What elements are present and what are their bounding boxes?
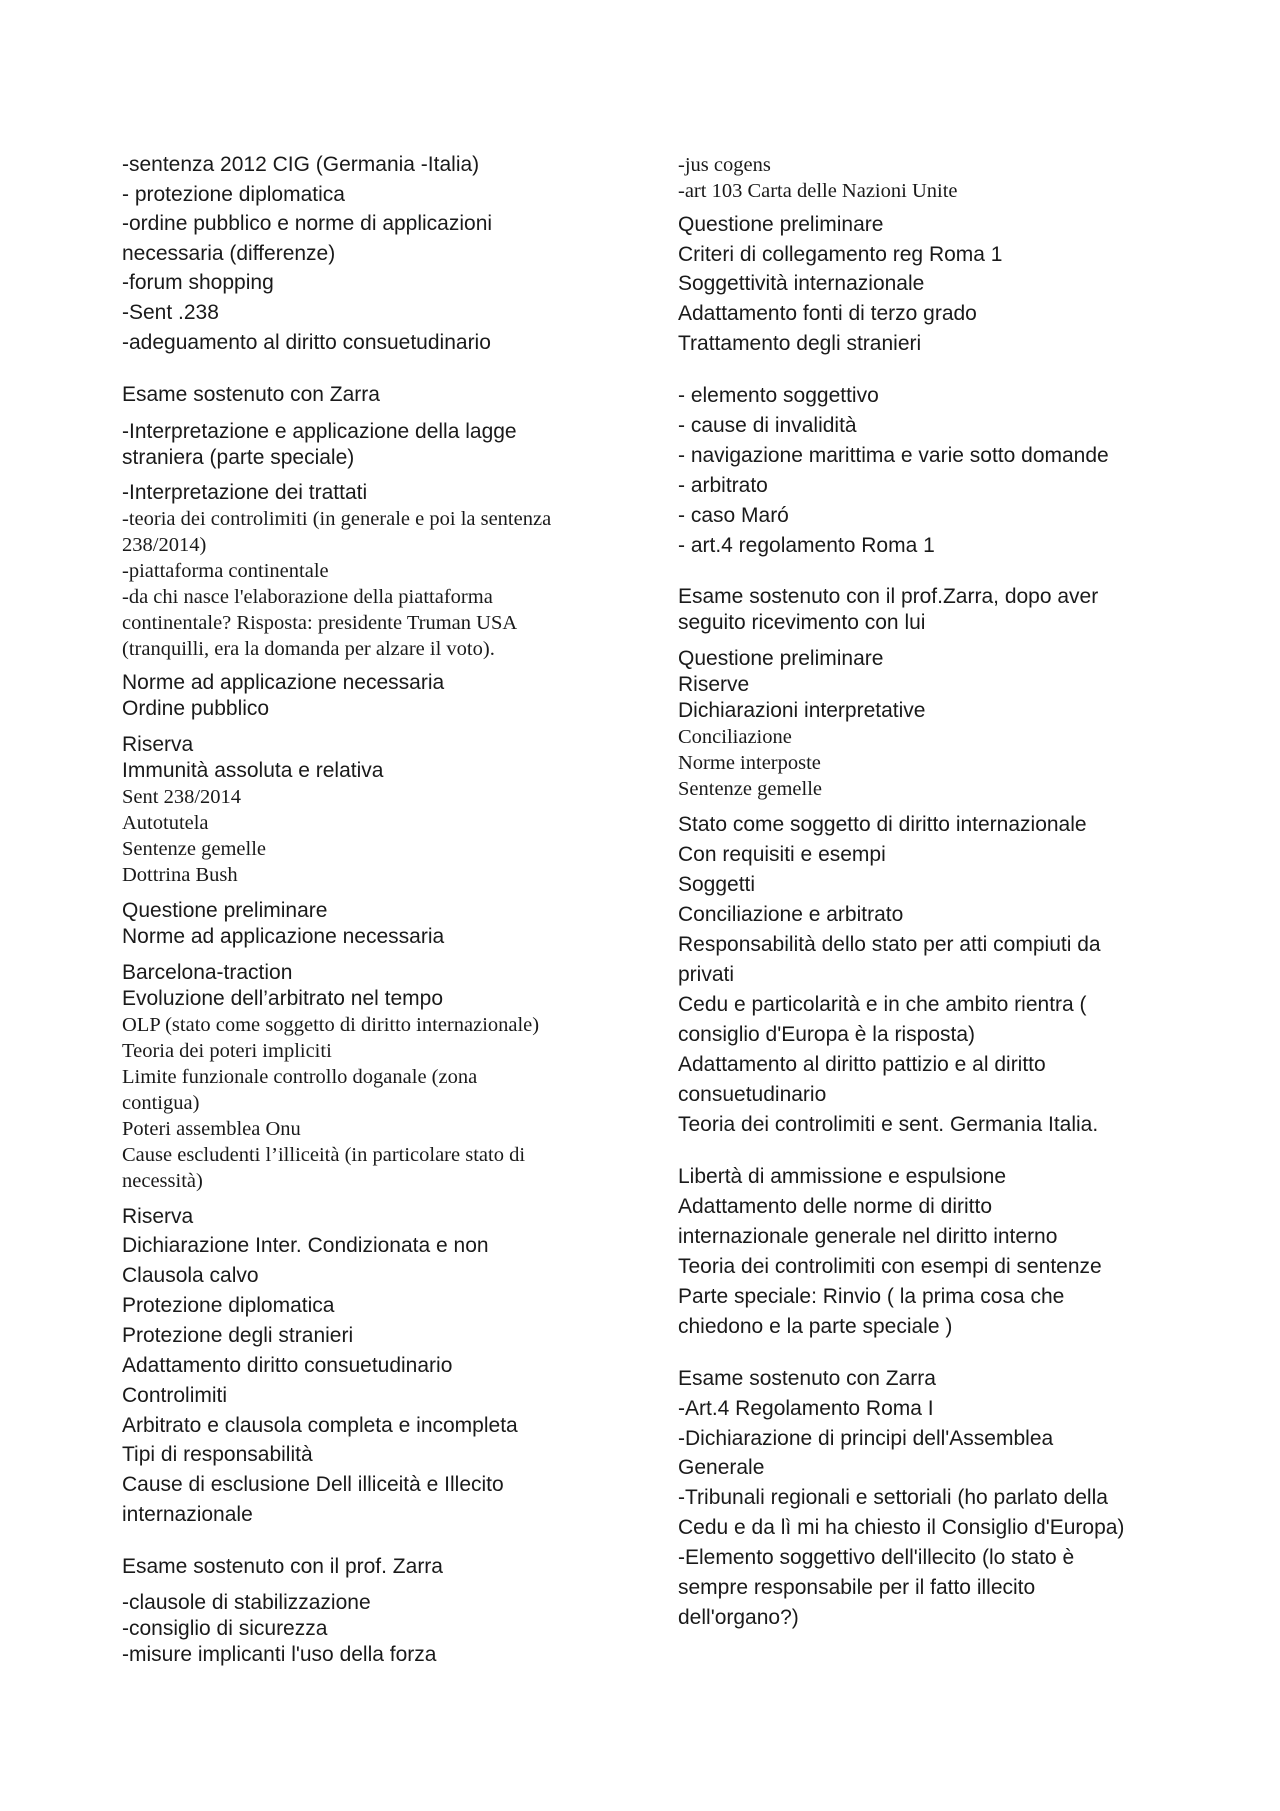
text-line: Parte speciale: Rinvio ( la prima cosa che — [678, 1285, 1065, 1308]
text-line: - cause di invalidità — [678, 414, 857, 437]
text-line: internazionale generale nel diritto interno — [678, 1225, 1058, 1248]
text-line: Adattamento delle norme di diritto — [678, 1195, 993, 1218]
text-line: chiedono e la parte speciale ) — [678, 1315, 953, 1338]
text-line: -consiglio di sicurezza — [122, 1617, 328, 1640]
text-line: consiglio d'Europa è la risposta) — [678, 1023, 976, 1046]
text-line: -forum shopping — [122, 271, 274, 294]
text-line: Conciliazione e arbitrato — [678, 903, 904, 926]
text-line: Tipi di responsabilità — [122, 1443, 313, 1466]
text-line: Teoria dei controlimiti e sent. Germania Italia. — [678, 1113, 1099, 1136]
text-line: -Elemento soggettivo dell'illecito (lo stato è — [678, 1546, 1075, 1569]
text-line: Protezione degli stranieri — [122, 1324, 354, 1347]
text-line: - art.4 regolamento Roma 1 — [678, 534, 935, 557]
text-line: Questione preliminare — [678, 647, 884, 670]
text-line: Controlimiti — [122, 1384, 228, 1407]
text-line: straniera (parte speciale) — [122, 446, 355, 469]
text-line: Sentenze gemelle — [122, 838, 267, 860]
text-line: Libertà di ammissione e espulsione — [678, 1165, 1007, 1188]
text-line: Cedu e da lì mi ha chiesto il Consiglio d'Europa) — [678, 1516, 1125, 1539]
text-line: continentale? Risposta: presidente Truman USA — [122, 612, 518, 634]
text-line: Teoria dei controlimiti con esempi di sentenze — [678, 1255, 1102, 1278]
text-line: Riserve — [678, 673, 750, 696]
text-line: Conciliazione — [678, 726, 792, 748]
text-line: - protezione diplomatica — [122, 183, 345, 206]
text-line: -teoria dei controlimiti (in generale e poi la sentenza — [122, 508, 552, 530]
text-line: Soggetti — [678, 873, 756, 896]
text-line: Clausola calvo — [122, 1264, 259, 1287]
text-line: -ordine pubblico e norme di applicazioni — [122, 212, 493, 235]
text-line: Cedu e particolarità e in che ambito rientra ( — [678, 993, 1087, 1016]
text-line: Barcelona-traction — [122, 961, 293, 984]
text-line: privati — [678, 963, 735, 986]
text-line: Adattamento diritto consuetudinario — [122, 1354, 453, 1377]
text-line: Arbitrato e clausola completa e incompleta — [122, 1414, 518, 1437]
text-line: contigua) — [122, 1092, 200, 1114]
text-line: Dottrina Bush — [122, 864, 238, 886]
text-line: Cause escludenti l’illiceità (in particolare stato di — [122, 1144, 526, 1166]
text-line: Con requisiti e esempi — [678, 843, 886, 866]
text-line: Questione preliminare — [678, 213, 884, 236]
text-line: Esame sostenuto con il prof.Zarra, dopo aver — [678, 585, 1099, 608]
text-line: necessità) — [122, 1170, 203, 1192]
text-line: -Art.4 Regolamento Roma I — [678, 1397, 934, 1420]
text-line: Riserva — [122, 733, 194, 756]
text-line: -Interpretazione dei trattati — [122, 481, 368, 504]
text-line: -misure implicanti l'uso della forza — [122, 1643, 437, 1666]
text-line: 238/2014) — [122, 534, 207, 556]
text-line: Teoria dei poteri impliciti — [122, 1040, 332, 1062]
text-line: (tranquilli, era la domanda per alzare il voto). — [122, 638, 495, 660]
text-line: Riserva — [122, 1205, 194, 1228]
text-line: Responsabilità dello stato per atti compiuti da — [678, 933, 1101, 956]
text-line: Esame sostenuto con il prof. Zarra — [122, 1555, 443, 1578]
text-line: Questione preliminare — [122, 899, 328, 922]
text-line: Dichiarazioni interpretative — [678, 699, 926, 722]
text-line: internazionale — [122, 1503, 253, 1526]
text-line: -Interpretazione e applicazione della lagge — [122, 420, 517, 443]
text-line: Norme interposte — [678, 752, 821, 774]
text-line: Esame sostenuto con Zarra — [678, 1367, 936, 1390]
text-line: Norme ad applicazione necessaria — [122, 671, 445, 694]
text-line: necessaria (differenze) — [122, 242, 336, 265]
text-line: -adeguamento al diritto consuetudinario — [122, 331, 491, 354]
text-line: -piattaforma continentale — [122, 560, 329, 582]
text-line: Stato come soggetto di diritto internazionale — [678, 813, 1087, 836]
text-line: Protezione diplomatica — [122, 1294, 335, 1317]
text-line: Immunità assoluta e relativa — [122, 759, 384, 782]
text-line: consuetudinario — [678, 1083, 827, 1106]
text-line: -da chi nasce l'elaborazione della piattaforma — [122, 586, 493, 608]
text-line: -clausole di stabilizzazione — [122, 1591, 371, 1614]
text-line: Esame sostenuto con Zarra — [122, 383, 380, 406]
text-line: Sent 238/2014 — [122, 786, 242, 808]
text-line: -Sent .238 — [122, 301, 219, 324]
text-line: Trattamento degli stranieri — [678, 332, 922, 355]
text-line: Sentenze gemelle — [678, 778, 823, 800]
text-line: Criteri di collegamento reg Roma 1 — [678, 243, 1003, 266]
text-line: Adattamento fonti di terzo grado — [678, 302, 977, 325]
text-line: - navigazione marittima e varie sotto domande — [678, 444, 1109, 467]
text-line: Cause di esclusione Dell illiceità e Illecito — [122, 1473, 504, 1496]
text-line: dell'organo?) — [678, 1606, 799, 1629]
text-line: Poteri assemblea Onu — [122, 1118, 301, 1140]
text-line: Ordine pubblico — [122, 697, 270, 720]
text-line: Norme ad applicazione necessaria — [122, 925, 445, 948]
text-line: Dichiarazione Inter. Condizionata e non — [122, 1234, 489, 1257]
text-line: Autotutela — [122, 812, 209, 834]
text-line: -Tribunali regionali e settoriali (ho parlato della — [678, 1486, 1108, 1509]
text-line: - caso Maró — [678, 504, 789, 527]
text-line: Adattamento al diritto pattizio e al diritto — [678, 1053, 1046, 1076]
text-line: -sentenza 2012 CIG (Germania -Italia) — [122, 153, 480, 176]
text-line: seguito ricevimento con lui — [678, 611, 926, 634]
text-line: -art 103 Carta delle Nazioni Unite — [678, 180, 958, 202]
text-line: - arbitrato — [678, 474, 768, 497]
text-line: Evoluzione dell’arbitrato nel tempo — [122, 987, 444, 1010]
text-line: Soggettività internazionale — [678, 272, 925, 295]
text-line: sempre responsabile per il fatto illecito — [678, 1576, 1036, 1599]
text-line: OLP (stato come soggetto di diritto internazionale) — [122, 1014, 540, 1036]
text-line: - elemento soggettivo — [678, 384, 879, 407]
text-line: Generale — [678, 1456, 765, 1479]
text-line: -jus cogens — [678, 154, 771, 176]
text-line: -Dichiarazione di principi dell'Assemblea — [678, 1427, 1054, 1450]
text-line: Limite funzionale controllo doganale (zona — [122, 1066, 478, 1088]
